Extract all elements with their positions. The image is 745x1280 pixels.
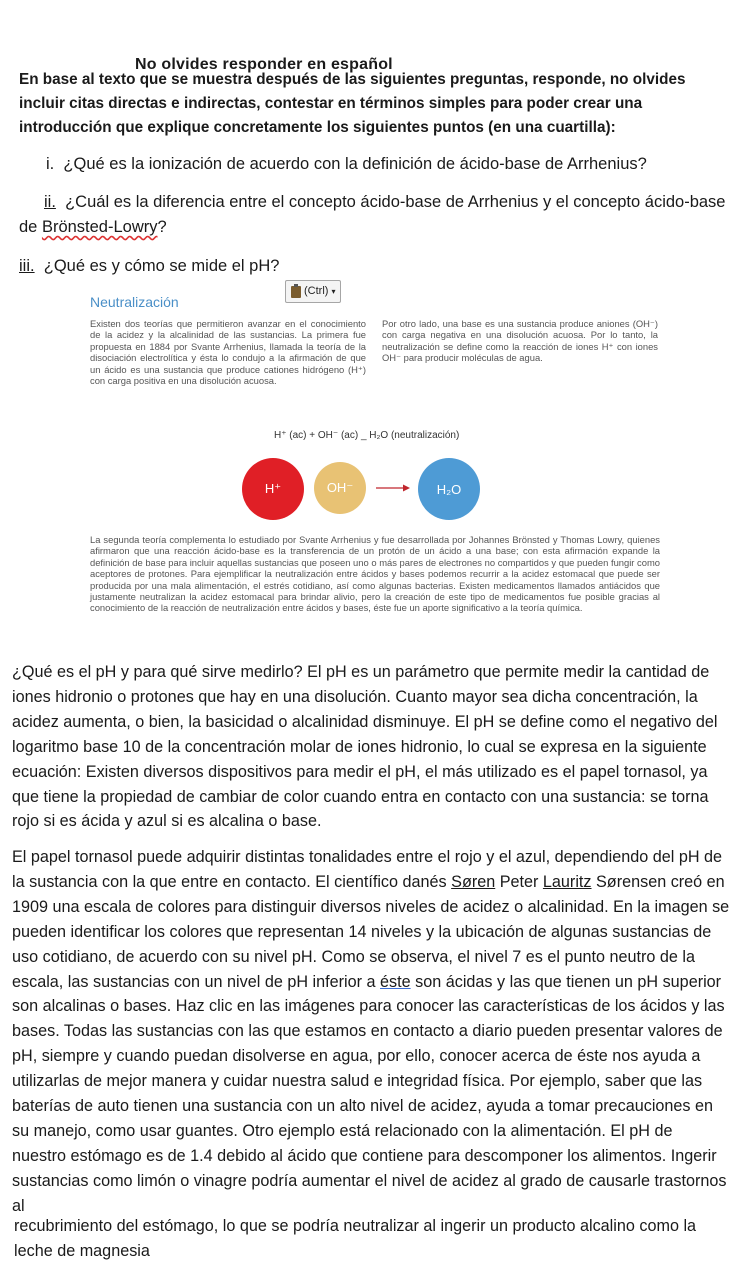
figure-left-column: Existen dos teorías que permitieron avanzar en el conocimiento de la acidez y la alcalinidad de las sustancias. La primera fue propuesta en 1884 por Svante Arrhenius, llamada la teoría de la disociación electrolítica y ésta lo condujo a la afirmación de que un ácido es una sustancia que produce cationes hidrógeno (H⁺) con carga positiva en una disolución acuosa. — [90, 318, 366, 387]
question-3-text: ¿Qué es y cómo se mide el pH? — [43, 257, 280, 275]
reaction-arrow-icon — [376, 483, 410, 493]
question-1 — [46, 152, 647, 177]
question-3 — [19, 254, 279, 279]
paragraph-ph-definition: ¿Qué es el pH y para qué sirve medirlo? El pH es un parámetro que permite medir la cantidad de iones hidronio o protones que hay en una disolución. Cuanto mayor sea dicha concentración, la acidez aumenta, o bien, la basicidad o alcalinidad disminuye. El pH se define como el negativo del logaritmo base 10 de la concentración molar de iones hidronio, lo cual se expresa en la siguiente ecuación: Existen diversos dispositivos para medir el pH, el más utilizado es el papel tornasol, ya que tiene la propiedad de cambiar de color cuando entra en contacto con una sustancia: se torna rojo si es ácida y azul si es alcalina o base. — [12, 663, 718, 831]
paste-options-button[interactable] — [285, 280, 341, 303]
question-1-number: i. — [46, 155, 55, 173]
paste-options-label: (Ctrl) — [304, 285, 329, 297]
figure-bottom-text: La segunda teoría complementa lo estudiado por Svante Arrhenius y fue desarrollada por Johannes Brönsted y Thomas Lowry, quienes afirmaron que una reacción ácido-base es la transferencia de un protón de un ácido a una base; con esta afirmación expande la definición de base para incluir aquellas sustancias que poseen uno o más pares de electrones no compartidos y que pueden fungir como aceptores de protones. Para ejemplificar la neutralización entre ácidos y bases podemos recurrir a la acidez estomacal que puede ser producida por una mala alimentación, el estrés cotidiano, así como algunas bacterias. Existen medicamentos llamados antiácidos que justamente neutralizan la acidez estomacal para brindar alivio, pero la creación de este tipo de medicamentos fue posible gracias al conocimiento de la reacción de neutralización entre ácidos y bases, éste fue un aporte significativo a la teoría química. — [90, 534, 660, 614]
paragraph-litmus-scale — [12, 845, 730, 1219]
figure-title: Neutralización — [90, 294, 179, 310]
instructions-text: En base al texto que se muestra después de las siguientes preguntas, responde, no olvides incluir citas directas e indirectas, contestar en términos simples para poder crear una introducción que explique concretamente los siguientes puntos (en una cuartilla): — [19, 71, 686, 136]
reminder-note: No olvides responder en español — [135, 56, 393, 73]
paragraph-2-middle: Peter — [495, 872, 543, 891]
question-2-end: ? — [157, 218, 167, 236]
question-3-number: iii. — [19, 257, 35, 275]
neutralization-figure — [88, 280, 662, 658]
hydroxide-ion-circle: OH⁻ — [314, 462, 366, 514]
clipboard-icon — [291, 286, 301, 298]
paragraph-2-part-a: El papel tornasol puede adquirir distintas tonalidades entre el rojo y el azul, dependiendo del pH de la sustancia con la que entre en contacto. El científico danés — [12, 848, 723, 891]
question-2-number: ii. — [44, 193, 56, 211]
question-2-text: ¿Cuál es la diferencia entre el concepto ácido-base de Arrhenius y el concepto ácido-base de — [19, 193, 726, 236]
scientist-first-name: Søren — [451, 872, 496, 891]
paragraph-2-part-c: son ácidas y las que tienen un pH superior son alcalinas o bases. Haz clic en las imágenes para conocer las características de los ácidos y las bases. Todas las sustancias con las que estamos en contacto a diario pueden presentar valores de pH, siempre y cuando puedan disolverse en agua, por ello, conocer acerca de éste nos ayuda a utilizarlas de mejor manera y cuidar nuestra salud e integridad física. Por ejemplo, saber que las baterías de auto tienen una sustancia con un alto nivel de acidez, ayuda a tomar precauciones en su manejo, como usar guantes. Otro ejemplo está relacionado con la alimentación. El pH de nuestro estómago es de 1.4 debido al ácido que contiene para descomponer los alimentos. Ingerir sustancias como limón o vinagre podría aumentar el nivel de acidez al grado de causarle trastornos al — [12, 972, 727, 1215]
chevron-down-icon: ▾ — [331, 287, 336, 296]
question-1-text: ¿Qué es la ionización de acuerdo con la definición de ácido-base de Arrhenius? — [63, 155, 647, 173]
word-este: éste — [380, 972, 411, 991]
paragraph-2-part-b: Sørensen creó en 1909 una escala de colores para distinguir diversos niveles de acidez o alcalinidad. En la imagen se pueden identificar los colores que representan 14 niveles y la ubicación de algunas sustancias de uso cotidiano, de acuerdo con su nivel pH. Como se observa, el nivel 7 es el punto neutro de la escala, las sustancias con un nivel de pH inferior a — [12, 872, 730, 991]
hydrogen-ion-circle: H⁺ — [242, 458, 304, 520]
figure-right-column: Por otro lado, una base es una sustancia produce aniones (OH⁻) con carga negativa en una disolución acuosa. Por lo tanto, la neutralización se define como la reacción de iones H⁺ con iones OH⁻ para producir moléculas de agua. — [382, 318, 658, 364]
scientist-middle-name: Lauritz — [542, 872, 592, 891]
neutralization-equation: H⁺ (ac) + OH⁻ (ac) _ H₂O (neutralización) — [274, 430, 460, 441]
paragraph-conclusion: recubrimiento del estómago, lo que se podría neutralizar al ingerir un producto alcalino como la leche de magnesia — [14, 1217, 697, 1260]
question-2 — [19, 190, 731, 240]
water-molecule-circle: H₂O — [418, 458, 480, 520]
question-2-term: Brönsted-Lowry — [41, 218, 158, 236]
